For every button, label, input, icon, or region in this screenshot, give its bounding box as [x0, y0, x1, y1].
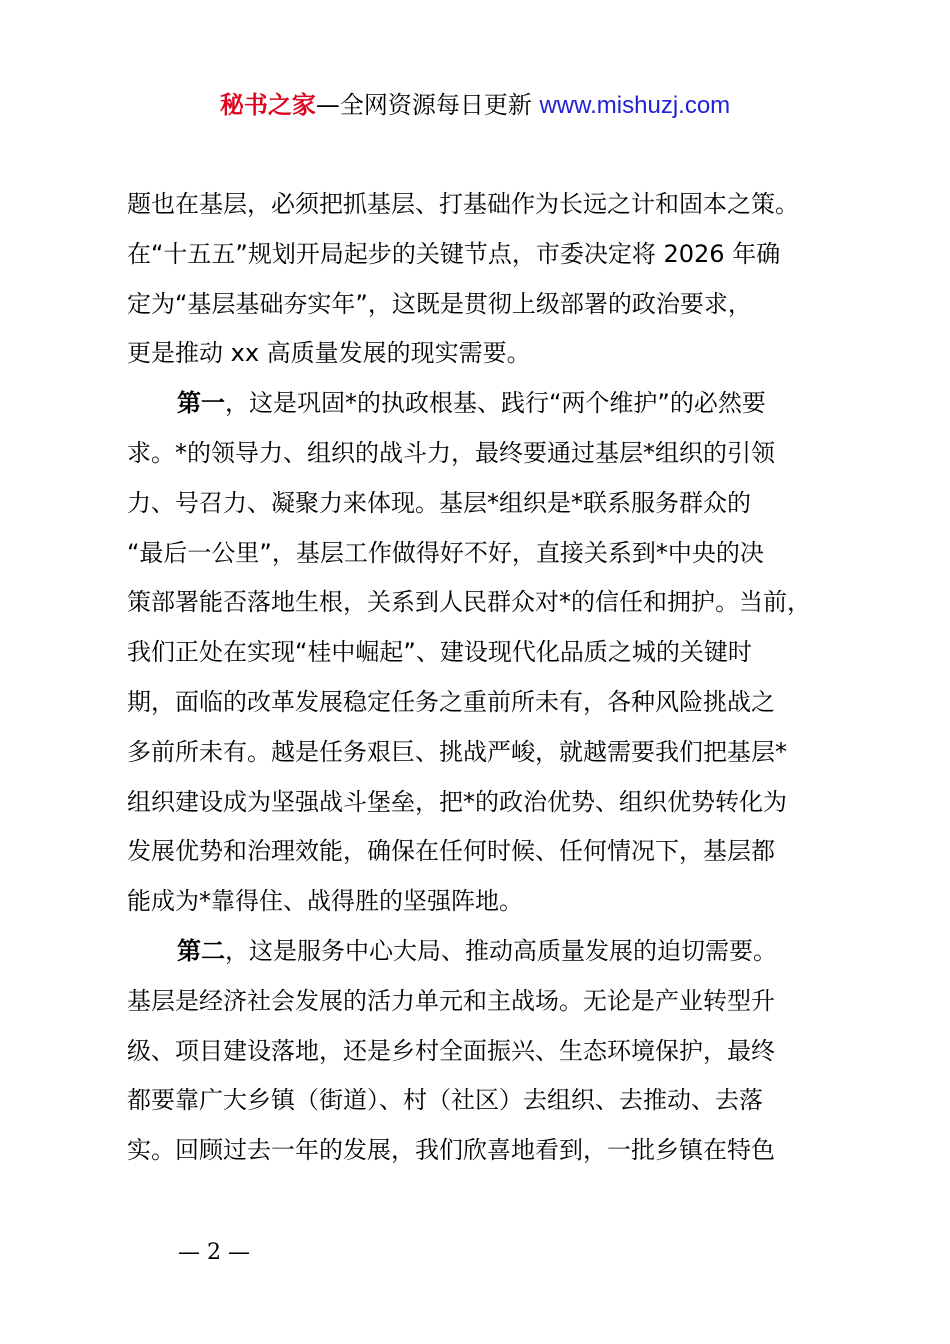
body-line: 在“十五五”规划开局起步的关键节点，市委决定将 2026 年确: [127, 239, 781, 268]
body-line-text: ，这是服务中心大局、推动高质量发展的迫切需要。: [225, 936, 777, 965]
body-line: 策部署能否落地生根，关系到人民群众对*的信任和拥护。当前，: [127, 588, 811, 617]
page-number: — 2 —: [178, 1240, 250, 1265]
body-line: 更是推动 xx 高质量发展的现实需要。: [127, 339, 531, 368]
body-line: 求。*的领导力、组织的战斗力，最终要通过基层*组织的引领: [127, 438, 775, 467]
body-line: 都要靠广大乡镇（街道）、村（社区）去组织、去推动、去落: [127, 1086, 763, 1115]
paragraph-first-line: [127, 927, 839, 977]
document-body: [127, 180, 839, 1176]
body-line: 题也在基层，必须把抓基层、打基础作为长远之计和固本之策。: [127, 190, 799, 218]
body-line: 期，面临的改革发展稳定任务之重前所未有，各种风险挑战之: [127, 687, 775, 716]
body-line: 我们正处在实现“桂中崛起”、建设现代化品质之城的关键时: [127, 638, 752, 667]
body-line: 发展优势和治理效能，确保在任何时候、任何情况下，基层都: [127, 837, 775, 866]
paragraph-lead-second: 第二: [177, 936, 225, 965]
paragraph-first-line: [127, 379, 839, 429]
header-url-link[interactable]: www.mishuzj.com: [539, 92, 731, 119]
body-line: 多前所未有。越是任务艰巨、挑战严峻，就越需要我们把基层*: [127, 737, 787, 766]
body-line: 定为“基层基础夯实年”，这既是贯彻上级部署的政治要求，: [127, 289, 752, 318]
paragraph-lead-first: 第一: [177, 389, 225, 418]
body-line-text: ，这是巩固*的执政根基、践行“两个维护”的必然要: [225, 389, 766, 418]
body-line: 力、号召力、凝聚力来体现。基层*组织是*联系服务群众的: [127, 488, 751, 517]
body-line: 实。回顾过去一年的发展，我们欣喜地看到，一批乡镇在特色: [127, 1136, 775, 1165]
page-header: [0, 88, 950, 123]
brand-name: 秘书之家: [219, 91, 316, 119]
body-line: “最后一公里”，基层工作做得好不好，直接关系到*中央的决: [127, 538, 764, 567]
body-line: 基层是经济社会发展的活力单元和主战场。无论是产业转型升: [127, 986, 775, 1015]
body-line: 级、项目建设落地，还是乡村全面振兴、生态环境保护，最终: [127, 1036, 775, 1065]
body-line: 组织建设成为坚强战斗堡垒，把*的政治优势、组织优势转化为: [127, 787, 787, 816]
body-line: 能成为*靠得住、战得胜的坚强阵地。: [127, 887, 523, 916]
header-slogan: —全网资源每日更新: [315, 91, 540, 119]
